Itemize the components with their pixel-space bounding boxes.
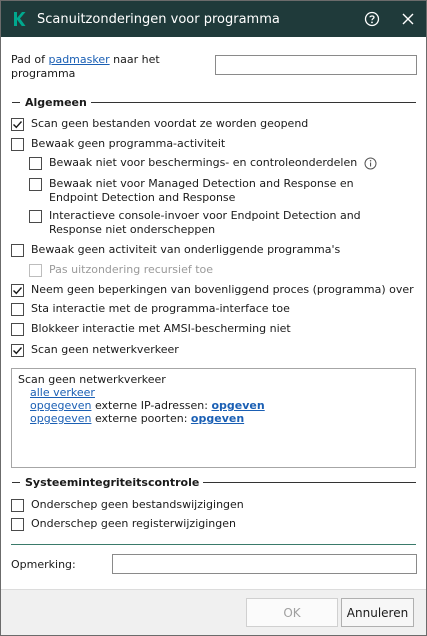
network-heading: Scan geen netwerkverkeer [18,373,166,386]
ok-button[interactable]: OK [246,598,338,627]
option-no-console-input-intercept[interactable]: Interactieve console-invoer voor Endpoint Detection and Response niet onderscheppen [29,209,414,237]
kaspersky-logo-icon [1,1,37,37]
option-allow-interface-interaction[interactable]: Sta interactie met de programma-interface toe [11,302,290,316]
checkbox-unchecked-icon[interactable] [29,157,42,170]
checkbox-unchecked-icon[interactable] [29,178,42,191]
help-icon [364,11,380,27]
checkbox-unchecked-icon[interactable] [11,518,24,531]
path-label-prefix: Pad of [11,53,49,66]
ip-label: externe IP-adressen: [91,399,212,412]
specified-ports-link[interactable]: opgegeven [30,412,92,425]
dialog-footer [1,589,426,635]
checkbox-unchecked-icon[interactable] [11,323,24,336]
network-traffic-box [11,368,416,468]
section-system-title: Systeemintegriteitscontrole [25,476,200,489]
option-no-network-scan[interactable]: Scan geen netwerkverkeer [11,343,179,357]
checkbox-unchecked-icon[interactable] [29,210,42,223]
separator [11,544,416,545]
comment-label: Opmerking: [11,558,76,571]
help-button[interactable] [354,1,390,37]
option-apply-recursive: Pas uitzondering recursief toe [29,263,213,277]
checkbox-checked-icon[interactable] [11,284,24,297]
option-no-child-activity[interactable]: Bewaak geen activiteit van onderliggende programma's [11,243,340,257]
path-input[interactable] [215,55,417,75]
collapse-icon [12,102,20,103]
checkbox-unchecked-icon[interactable] [11,303,24,316]
window-title: Scanuitzonderingen voor programma [37,11,280,27]
section-general-title: Algemeen [25,96,87,109]
cancel-button[interactable]: Annuleren [341,598,414,627]
info-icon[interactable] [364,157,377,170]
checkbox-unchecked-icon[interactable] [11,244,24,257]
checkbox-checked-icon[interactable] [11,118,24,131]
checkbox-unchecked-icon[interactable] [11,499,24,512]
section-system-integrity[interactable] [12,476,416,489]
option-no-protection-monitoring[interactable]: Bewaak niet voor beschermings- en controleonderdelen [29,156,377,170]
checkbox-disabled-icon [29,264,42,277]
collapse-icon [12,482,20,483]
comment-input[interactable] [112,554,417,574]
option-no-registry-change-intercept[interactable]: Onderschep geen registerwijzigingen [11,517,236,531]
path-mask-link[interactable]: padmasker [48,53,110,66]
option-no-file-change-intercept[interactable]: Onderschep geen bestandswijzigingen [11,498,244,512]
checkbox-unchecked-icon[interactable] [11,138,24,151]
option-no-parent-restrictions[interactable]: Neem geen beperkingen van bovenliggend proces (programma) over [11,283,414,297]
specify-ip-link[interactable]: opgeven [211,399,265,412]
close-button[interactable] [390,1,426,37]
ports-label: externe poorten: [91,412,191,425]
option-scan-files-on-open[interactable]: Scan geen bestanden voordat ze worden geopend [11,117,308,131]
specified-ip-link[interactable]: opgegeven [30,399,92,412]
close-icon [401,12,415,26]
path-label-suffix: naar het programma [11,53,160,80]
section-general[interactable] [12,96,416,109]
checkbox-checked-icon[interactable] [11,344,24,357]
specify-ports-link[interactable]: opgeven [190,412,245,425]
title-bar [1,1,426,37]
option-no-app-activity[interactable]: Bewaak geen programma-activiteit [11,137,225,151]
option-no-amsi-block[interactable]: Blokkeer interactie met AMSI-bescherming niet [11,322,291,336]
path-label [11,53,201,81]
all-traffic-link[interactable]: alle verkeer [30,386,95,399]
option-no-mdr-edr-monitoring[interactable]: Bewaak niet voor Managed Detection and Response en Endpoint Detection and Response [29,177,414,205]
